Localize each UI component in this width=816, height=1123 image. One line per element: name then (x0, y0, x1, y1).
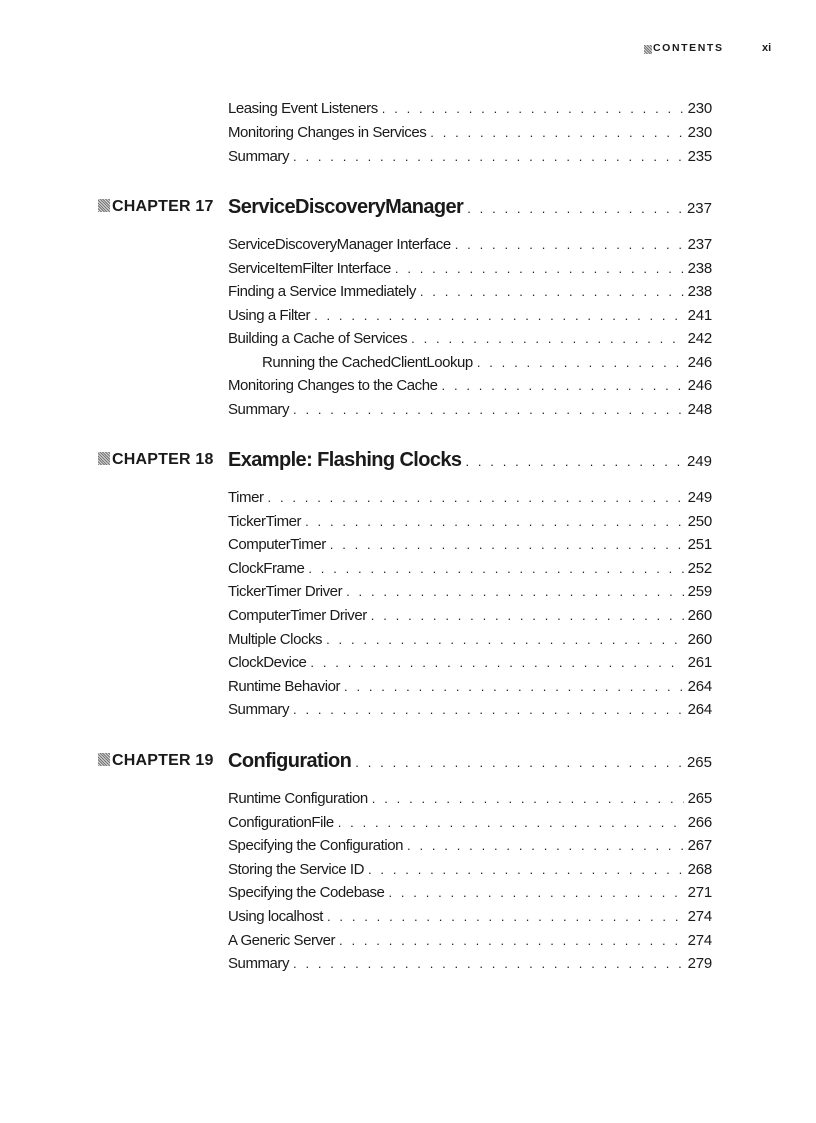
toc-entry-title: Storing the Service ID (228, 861, 364, 878)
toc-entry-page: 274 (687, 908, 712, 925)
dot-leader (420, 282, 684, 302)
toc-entry-title: Finding a Service Immediately (228, 283, 416, 300)
dot-leader (330, 535, 684, 555)
toc-entry-title: Monitoring Changes to the Cache (228, 377, 438, 394)
toc-entry[interactable] (228, 488, 712, 508)
toc-entry[interactable] (228, 259, 712, 279)
chapter-page: 237 (686, 200, 712, 217)
toc-entry-title: TickerTimer Driver (228, 583, 343, 600)
toc-entry[interactable] (228, 282, 712, 302)
toc-entry-title: TickerTimer (228, 513, 302, 530)
toc-entry-title: ConfigurationFile (228, 814, 334, 831)
toc-entry[interactable] (228, 700, 712, 720)
toc-entry[interactable] (228, 860, 712, 880)
dot-leader (371, 606, 684, 626)
toc-entry-page: 238 (687, 283, 712, 300)
dot-leader (293, 147, 684, 167)
toc-entry-title: Runtime Configuration (228, 790, 368, 807)
toc-entry[interactable] (228, 235, 712, 255)
toc-entry[interactable] (228, 306, 712, 326)
toc-entry-title: Runtime Behavior (228, 678, 341, 695)
toc-entry-page: 265 (687, 790, 712, 807)
toc-entry-page: 249 (687, 489, 712, 506)
toc-entry[interactable] (228, 954, 712, 974)
toc-entry[interactable] (228, 99, 712, 119)
toc-entry[interactable] (228, 883, 712, 903)
toc-entry-page: 264 (687, 678, 712, 695)
toc-entry[interactable] (228, 836, 712, 856)
dot-leader (308, 559, 683, 579)
dot-leader (338, 813, 684, 833)
toc-entry-page: 267 (687, 837, 712, 854)
toc-entry-title: ComputerTimer (228, 536, 326, 553)
dot-leader (344, 677, 684, 697)
toc-entry-page: 246 (687, 377, 712, 394)
dot-leader (346, 582, 683, 602)
dot-leader (442, 376, 684, 396)
toc-entry-title: Timer (228, 489, 264, 506)
dot-leader (305, 512, 683, 532)
chapter-18-label: CHAPTER 18 (98, 449, 222, 471)
toc-entry-page: 241 (687, 307, 712, 324)
toc-entry[interactable] (228, 677, 712, 697)
toc-entry-title: Using localhost (228, 908, 323, 925)
toc-entry-title: ClockFrame (228, 560, 305, 577)
toc-entry-title: ComputerTimer Driver (228, 607, 367, 624)
chapter-marker-icon (98, 753, 110, 766)
toc-entry-page: 266 (687, 814, 712, 831)
dot-leader (314, 306, 684, 326)
toc-entry[interactable] (228, 606, 712, 626)
chapter-19-label: CHAPTER 19 (98, 750, 222, 772)
dot-leader (326, 630, 683, 650)
toc-entry[interactable] (228, 329, 712, 349)
toc-entry-title: Specifying the Configuration (228, 837, 404, 854)
chapter-17-label: CHAPTER 17 (98, 196, 222, 218)
toc-entry-page: 252 (687, 560, 712, 577)
toc-entry-page: 242 (687, 330, 712, 347)
toc-entry-title: Summary (228, 701, 290, 718)
toc-entry-title: Monitoring Changes in Services (228, 124, 427, 141)
dot-leader (477, 353, 684, 373)
dot-leader (293, 400, 684, 420)
toc-entry-page: 251 (687, 536, 712, 553)
chapter-page: 265 (686, 754, 712, 771)
dot-leader (455, 235, 684, 255)
chapter-marker-icon (98, 452, 110, 465)
dot-leader (430, 123, 683, 143)
toc-entry-title: A Generic Server (228, 932, 336, 949)
toc-entry-title: Summary (228, 401, 290, 418)
dot-leader (355, 750, 683, 776)
toc-entry-page: 279 (687, 955, 712, 972)
chapter-title: Example: Flashing Clocks (228, 449, 462, 471)
toc-entry-page: 260 (687, 631, 712, 648)
toc-entry[interactable] (228, 931, 712, 951)
toc-entry-page: 238 (687, 260, 712, 277)
dot-leader (395, 259, 684, 279)
toc-entry-page: 268 (687, 861, 712, 878)
toc-entry-title: Multiple Clocks (228, 631, 323, 648)
toc-entry-page: 230 (687, 124, 712, 141)
toc-entry[interactable] (228, 653, 712, 673)
toc-subentry[interactable] (262, 353, 712, 373)
toc-entry-title: Specifying the Codebase (228, 884, 385, 901)
toc-entry-page: 248 (687, 401, 712, 418)
chapter-19-heading[interactable] (228, 748, 712, 774)
toc-entry[interactable] (228, 813, 712, 833)
toc-entry[interactable] (228, 907, 712, 927)
toc-entry-title: ServiceItemFilter Interface (228, 260, 391, 277)
toc-entry-title: Leasing Event Listeners (228, 100, 378, 117)
dot-leader (368, 860, 684, 880)
dot-leader (411, 329, 683, 349)
dot-leader (310, 653, 683, 673)
running-head-section: CONTENTS (653, 42, 724, 54)
toc-entry-page: 230 (687, 100, 712, 117)
dot-leader (388, 883, 683, 903)
toc-entry-page: 260 (687, 607, 712, 624)
toc-entry-page: 250 (687, 513, 712, 530)
chapter-17-heading[interactable] (228, 194, 712, 220)
toc-entry-title: Using a Filter (228, 307, 311, 324)
chapter-title: Configuration (228, 750, 352, 772)
toc-entry-page: 274 (687, 932, 712, 949)
toc-entry[interactable] (228, 400, 712, 420)
chapter-18-heading[interactable] (228, 447, 712, 473)
toc-entry[interactable] (228, 376, 712, 396)
toc-entry-page: 261 (687, 654, 712, 671)
dot-leader (268, 488, 684, 508)
dot-leader (407, 836, 684, 856)
dot-leader (382, 99, 684, 119)
dot-leader (467, 196, 683, 222)
toc-entry[interactable] (228, 147, 712, 167)
dot-leader (327, 907, 684, 927)
toc-entry-title: Running the CachedClientLookup (262, 354, 473, 371)
toc-entry-page: 259 (687, 583, 712, 600)
toc-entry[interactable] (228, 535, 712, 555)
toc-entry[interactable] (228, 123, 712, 143)
running-head (0, 42, 816, 58)
toc-entry-page: 271 (687, 884, 712, 901)
toc-entry-title: Building a Cache of Services (228, 330, 408, 347)
toc-entry[interactable] (228, 789, 712, 809)
toc-entry-title: Summary (228, 148, 290, 165)
toc-entry[interactable] (228, 582, 712, 602)
section-marker-icon (644, 45, 652, 54)
toc-entry-page: 264 (687, 701, 712, 718)
toc-entry[interactable] (228, 630, 712, 650)
toc-entry-title: Summary (228, 955, 290, 972)
toc-entry-page: 246 (687, 354, 712, 371)
toc-entry[interactable] (228, 512, 712, 532)
dot-leader (293, 700, 684, 720)
dot-leader (293, 954, 684, 974)
dot-leader (339, 931, 684, 951)
dot-leader (465, 449, 683, 475)
running-head-page-number: xi (762, 42, 772, 54)
chapter-page: 249 (686, 453, 712, 470)
toc-entry-page: 235 (687, 148, 712, 165)
chapter-title: ServiceDiscoveryManager (228, 196, 464, 218)
dot-leader (372, 789, 684, 809)
toc-entry[interactable] (228, 559, 712, 579)
toc-entry-title: ClockDevice (228, 654, 307, 671)
toc-entry-title: ServiceDiscoveryManager Interface (228, 236, 451, 253)
toc-entry-page: 237 (687, 236, 712, 253)
chapter-marker-icon (98, 199, 110, 212)
